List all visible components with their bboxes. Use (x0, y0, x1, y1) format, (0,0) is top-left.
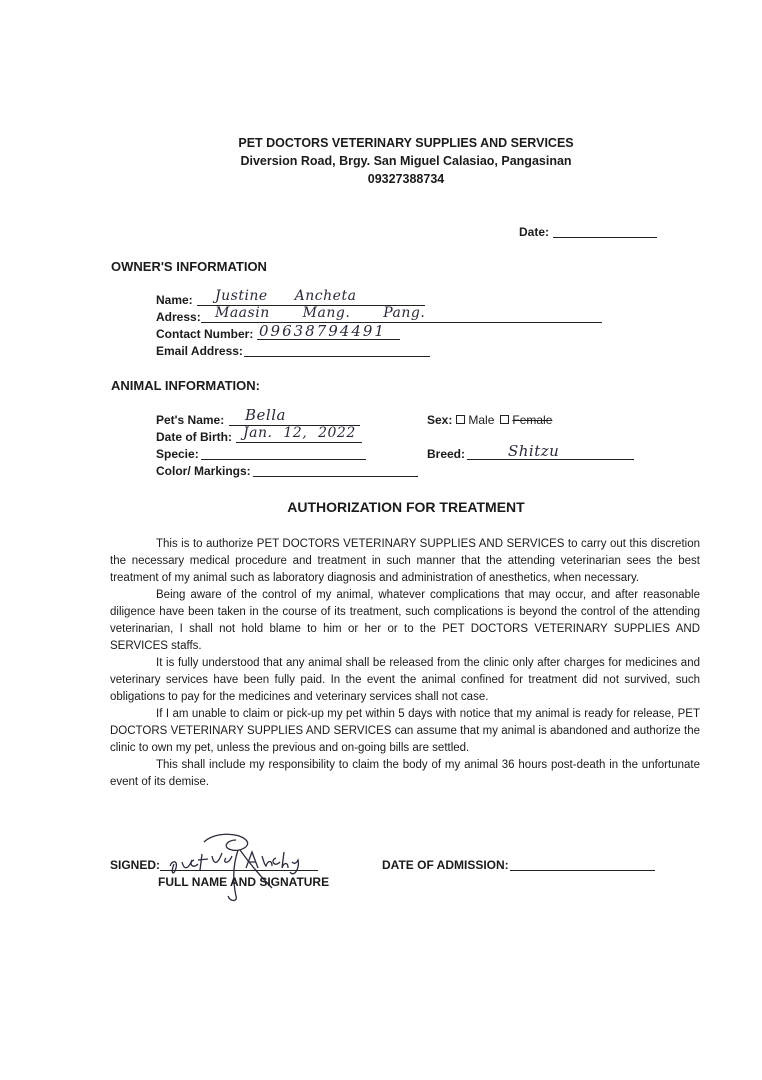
specie-field[interactable] (201, 459, 366, 460)
full-name-signature-label: FULL NAME AND SIGNATURE (158, 875, 330, 889)
contact-number-value: 09638794491 (259, 322, 386, 340)
pet-name-label: Pet's Name: (156, 413, 225, 427)
email-label: Email Address: (156, 344, 243, 358)
breed-label: Breed: (427, 447, 466, 461)
dob-label: Date of Birth: (156, 430, 232, 444)
date-of-admission-field[interactable] (510, 870, 655, 871)
contact-number-label: Contact Number: (156, 327, 254, 341)
female-option-label: Female (512, 413, 553, 427)
female-checkbox[interactable] (500, 415, 509, 424)
animal-section-title: ANIMAL INFORMATION: (111, 378, 260, 393)
dob-value: Jan. 12, 2022 (243, 425, 356, 441)
sex-row (427, 413, 552, 427)
color-markings-field[interactable] (253, 476, 418, 477)
owner-name-value: Justine Ancheta (215, 288, 357, 304)
company-phone: 09327388734 (367, 172, 445, 186)
email-field[interactable] (244, 356, 430, 357)
color-markings-label: Color/ Markings: (156, 464, 251, 478)
owner-address-label: Adress: (156, 310, 201, 324)
sex-label: Sex: (427, 413, 453, 427)
date-field[interactable] (553, 237, 657, 238)
authorization-paragraph: This is to authorize PET DOCTORS VETERINARY SUPPLIES AND SERVICES to carry out this discretion the necessary medical procedure and treatment in such manner that the attending veterinarian sees the best treatment of my animal such as laboratory diagnosis and administration of anesthetics, when necessary. (110, 538, 700, 584)
authorization-paragraph: If I am unable to claim or pick-up my pet within 5 days with notice that my animal is ready for release, PET DOCTORS VETERINARY SUPPLIES AND SERVICES can assume that my animal is abandoned and authorize the clinic to own my pet, unless the previous and on-going bills are settled. (110, 708, 700, 754)
male-option-label: Male (468, 413, 495, 427)
date-label: Date: (519, 225, 550, 239)
company-name: PET DOCTORS VETERINARY SUPPLIES AND SERVICES (238, 136, 574, 150)
authorization-paragraph: Being aware of the control of my animal, whatever complications that may occur, and after reasonable diligence have been taken in the course of its treatment, such complications is beyond the control of the attending veterinarian, I shall not hold blame to him or her or to the PET DOCTORS VETERINARY SUPPLIES AND SERVICES staffs. (110, 589, 700, 652)
owner-name-label: Name: (156, 293, 193, 307)
handwritten-signature (160, 828, 320, 904)
pet-name-value: Bella (245, 406, 286, 424)
owner-address-value: Maasin Mang. Pang. (215, 305, 426, 321)
authorization-body (110, 536, 700, 791)
breed-value: Shitzu (508, 442, 560, 460)
owner-section-title: OWNER'S INFORMATION (111, 259, 267, 274)
male-checkbox[interactable] (456, 415, 465, 424)
signed-label: SIGNED: (110, 858, 161, 872)
authorization-paragraph: This shall include my responsibility to claim the body of my animal 36 hours post-death in the unfortunate event of its demise. (110, 759, 700, 788)
company-address: Diversion Road, Brgy. San Miguel Calasiao, Pangasinan (240, 154, 572, 168)
date-of-admission-label: DATE OF ADMISSION: (382, 858, 509, 872)
authorization-paragraph: It is fully understood that any animal shall be released from the clinic only after charges for medicines and veterinary services have been fully paid. In the event the animal confined for treatment did not survived, such obligations to pay for the medicines and veterinary services shall not case. (110, 657, 700, 703)
specie-label: Specie: (156, 447, 199, 461)
dob-field[interactable] (236, 442, 362, 443)
authorization-title: AUTHORIZATION FOR TREATMENT (287, 499, 525, 515)
